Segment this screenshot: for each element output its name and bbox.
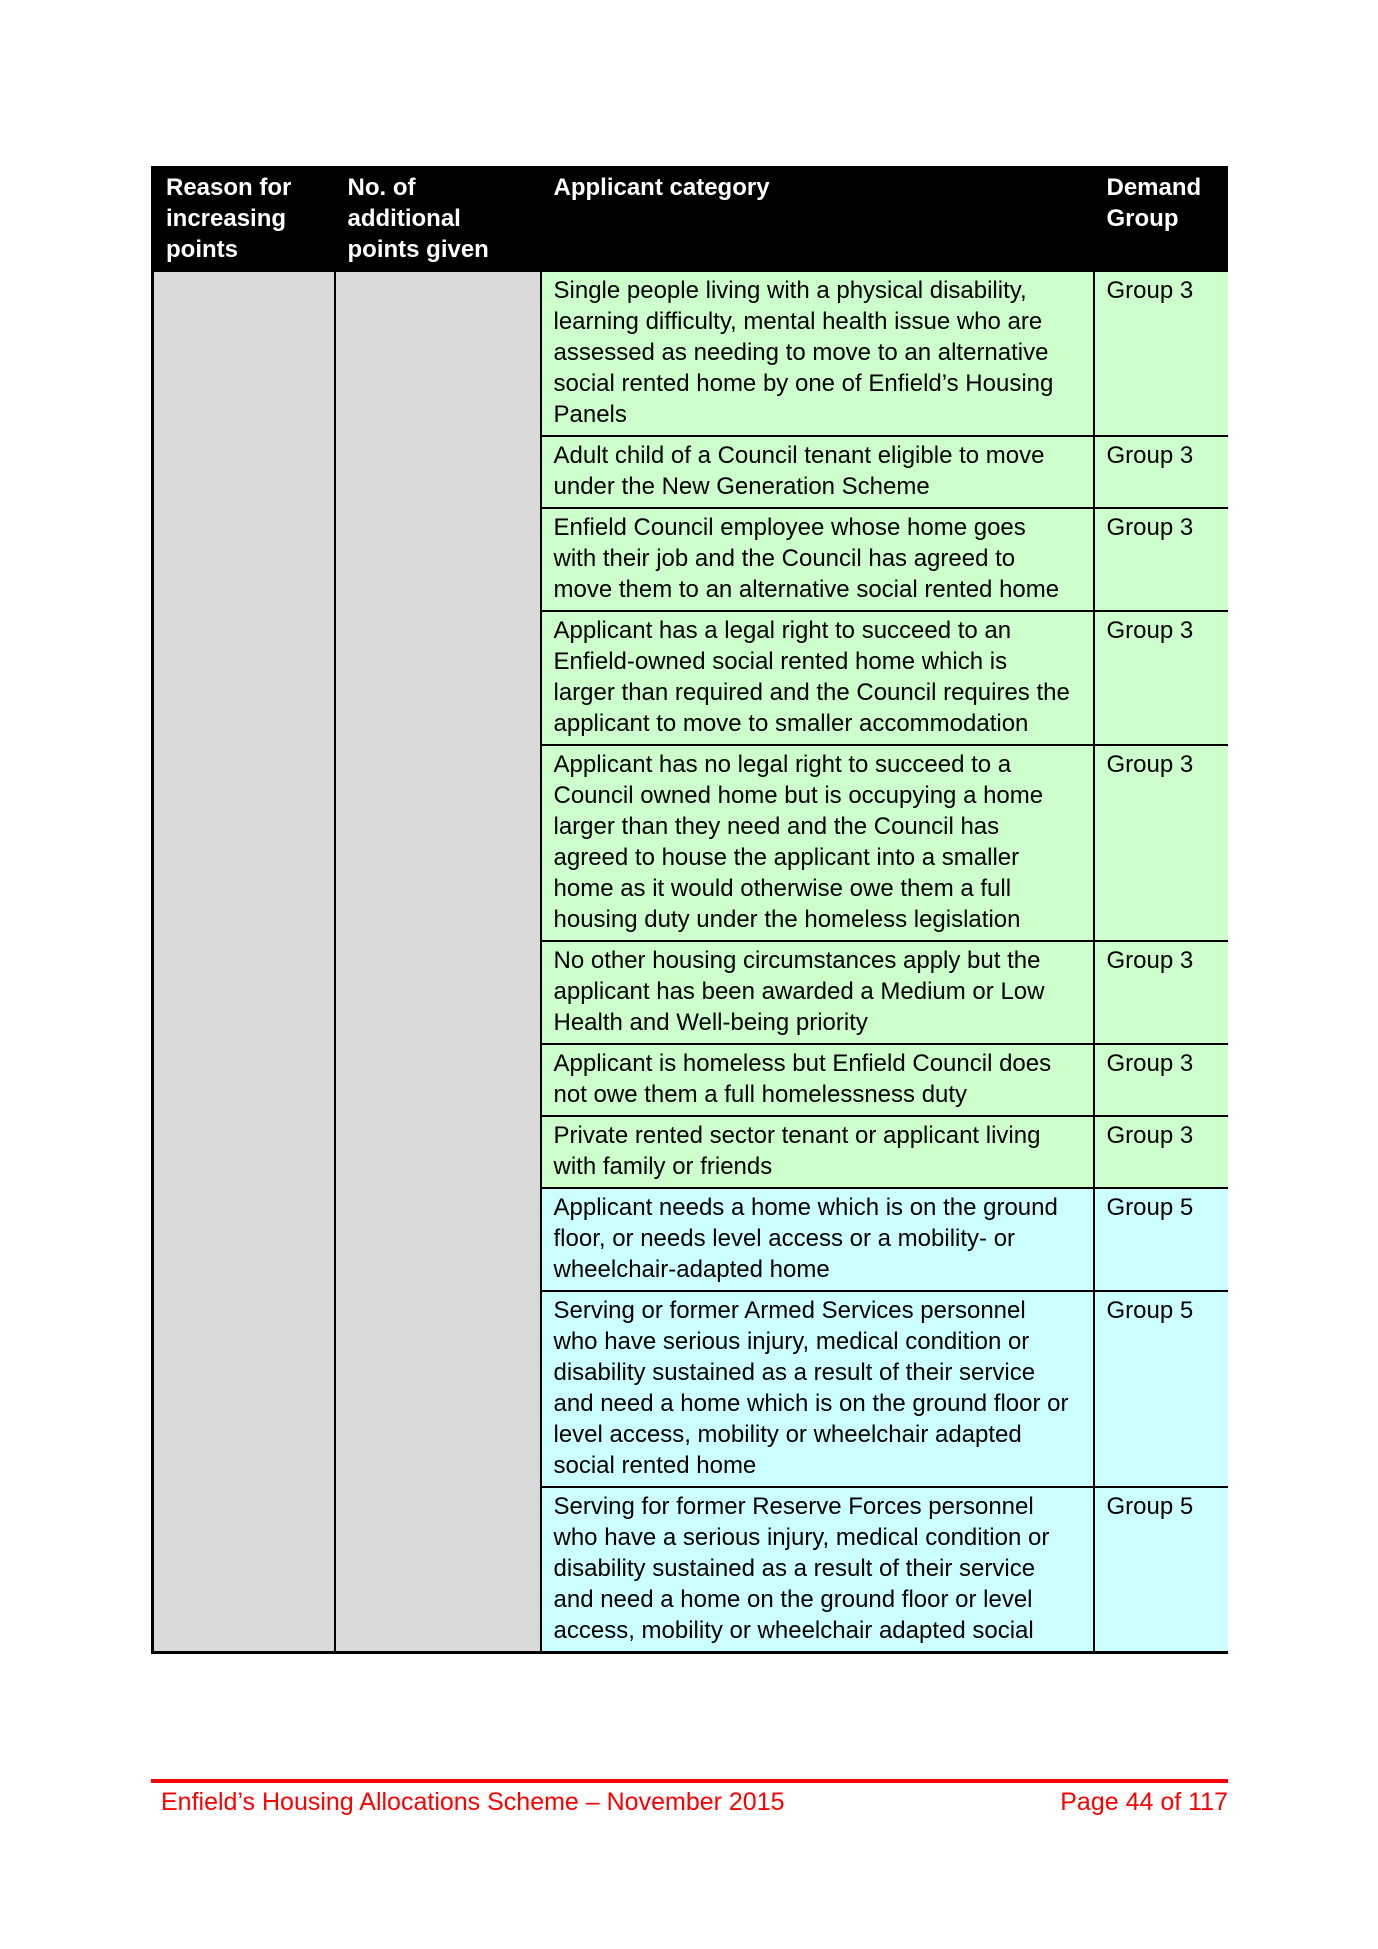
demand-group-cell: Group 3: [1094, 271, 1229, 436]
demand-group-cell: Group 3: [1094, 508, 1229, 611]
footer-document-title: Enfield’s Housing Allocations Scheme – November 2015: [161, 1788, 785, 1816]
demand-group-cell: Group 3: [1094, 611, 1229, 745]
demand-group-cell: Group 3: [1094, 1116, 1229, 1188]
empty-reason-cell: [153, 271, 335, 1653]
empty-points-cell: [335, 271, 541, 1653]
applicant-category-cell: Applicant has no legal right to succeed to a Council owned home but is occupying a home larger than they need and the Council has agreed to house the applicant into a smaller home as it would otherwise owe them a full housing duty under the homeless legislation: [541, 745, 1094, 941]
table-body: [153, 271, 1229, 1653]
demand-group-cell: Group 3: [1094, 745, 1229, 941]
applicant-category-cell: No other housing circumstances apply but the applicant has been awarded a Medium or Low Health and Well-being priority: [541, 941, 1094, 1044]
table-header-row: [153, 168, 1229, 272]
table-row: [153, 271, 1229, 436]
applicant-category-cell: Serving for former Reserve Forces personnel who have a serious injury, medical condition or disability sustained as a result of their service and need a home on the ground floor or level access, mobility or wheelchair adapted social: [541, 1487, 1094, 1653]
demand-group-cell: Group 3: [1094, 941, 1229, 1044]
header-no-of-additional-points-given: No. of additional points given: [335, 168, 541, 272]
applicant-category-cell: Serving or former Armed Services personnel who have serious injury, medical condition or disability sustained as a result of their service and need a home which is on the ground floor or level access, mobility or wheelchair adapted social rented home: [541, 1291, 1094, 1487]
demand-group-cell: Group 3: [1094, 436, 1229, 508]
applicant-category-cell: Applicant has a legal right to succeed to an Enfield-owned social rented home which is larger than required and the Council requires the applicant to move to smaller accommodation: [541, 611, 1094, 745]
page-footer: [151, 1787, 1228, 1817]
page-break-red-line: [151, 1779, 1228, 1783]
demand-group-cell: Group 5: [1094, 1487, 1229, 1653]
header-demand-group: Demand Group: [1094, 168, 1229, 272]
header-reason-for-increasing-points: Reason for increasing points: [153, 168, 335, 272]
demand-group-cell: Group 5: [1094, 1291, 1229, 1487]
applicant-category-cell: Applicant needs a home which is on the ground floor, or needs level access or a mobility- or wheelchair-adapted home: [541, 1188, 1094, 1291]
applicant-category-cell: Adult child of a Council tenant eligible to move under the New Generation Scheme: [541, 436, 1094, 508]
applicant-category-cell: Single people living with a physical disability, learning difficulty, mental health issue who are assessed as needing to move to an alternative social rented home by one of Enfield’s Housing Panels: [541, 271, 1094, 436]
allocations-table: [151, 166, 1228, 1654]
applicant-category-cell: Enfield Council employee whose home goes with their job and the Council has agreed to move them to an alternative social rented home: [541, 508, 1094, 611]
applicant-category-cell: Applicant is homeless but Enfield Council does not owe them a full homelessness duty: [541, 1044, 1094, 1116]
allocations-table-wrap: [151, 166, 1228, 1782]
demand-group-cell: Group 5: [1094, 1188, 1229, 1291]
demand-group-cell: Group 3: [1094, 1044, 1229, 1116]
header-applicant-category: Applicant category: [541, 168, 1094, 272]
applicant-category-cell: Private rented sector tenant or applicant living with family or friends: [541, 1116, 1094, 1188]
footer-page-number: Page 44 of 117: [1060, 1788, 1228, 1816]
